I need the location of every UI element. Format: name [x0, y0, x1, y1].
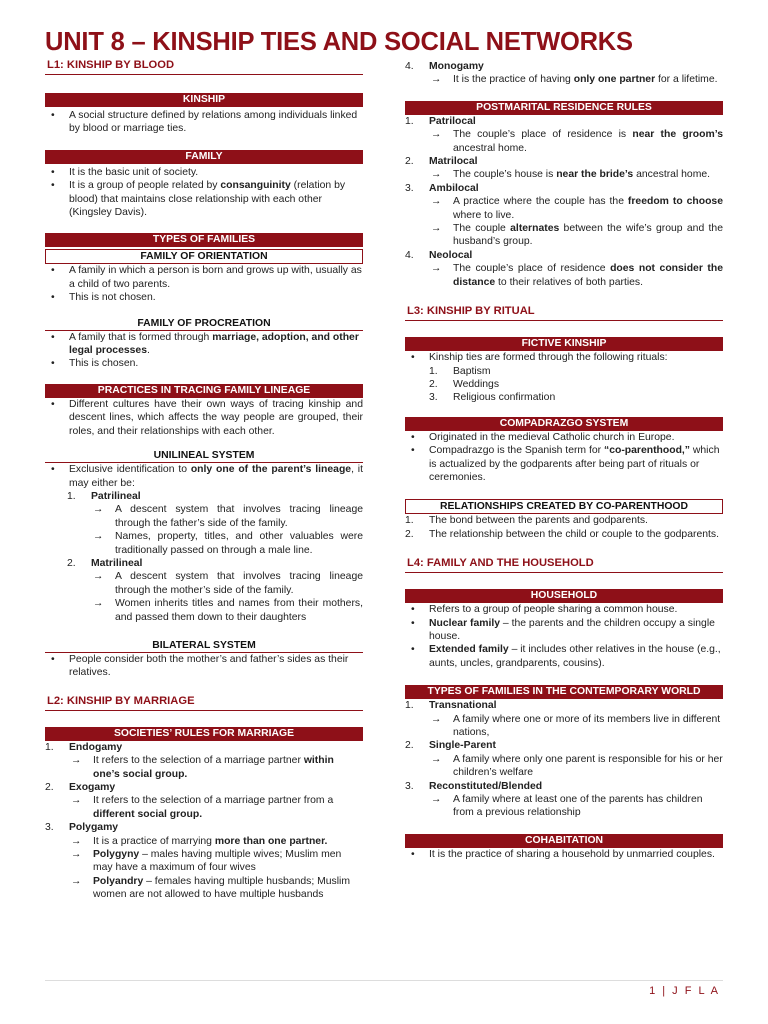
list-item: 4. Neolocal → The couple’s place of residence does not consider the distance to their relatives of both parties.	[405, 249, 723, 288]
list-item: → A family where only one parent is responsible for his or her children’s welfare	[431, 753, 723, 779]
list-item: 1. Transnational → A family where one or more of its members live in different nations,	[405, 699, 723, 739]
arrow-icon: →	[93, 531, 104, 543]
family-list	[45, 166, 363, 220]
family-bar: FAMILY	[45, 150, 363, 164]
list-item: 1. Baptism	[429, 365, 491, 377]
list-item: → Polyandry – females having multiple husbands; Muslim women are not allowed to have multiple husbands	[71, 875, 351, 901]
arrow-icon: →	[431, 753, 442, 765]
list-item: • Refers to a group of people sharing a common house.	[405, 603, 723, 616]
list-item: • People consider both the mother’s and father’s sides as their relatives.	[45, 653, 363, 680]
list-item: → The couple’s place of residence does not consider the distance to their relatives of both parties.	[431, 263, 723, 288]
list-item: 1. Patrilocal → The couple’s place of residence is near the groom’s ancestral home.	[405, 115, 723, 154]
marriage-rules-list	[45, 741, 363, 902]
cohabitation-list	[405, 848, 723, 861]
list-item: 2. Matrilineal → A descent system that involves tracing lineage through the mother’s side of the family. → Women inherits titles and names from their mothers, and passed them down to their daughters	[67, 557, 363, 623]
page-title: UNIT 8 – KINSHIP TIES AND SOCIAL NETWORKS	[45, 28, 633, 56]
family-of-orientation-heading: FAMILY OF ORIENTATION	[45, 249, 363, 264]
arrow-icon: →	[71, 849, 82, 861]
co-parenthood-heading: RELATIONSHIPS CREATED BY CO-PARENTHOOD	[405, 499, 723, 514]
list-item: 2. Single-Parent → A family where only one parent is responsible for his or her children’s welfare	[405, 740, 723, 779]
list-item: → The couple’s place of residence is near the groom’s ancestral home.	[431, 129, 723, 154]
list-item: 2. Weddings	[429, 378, 500, 390]
bilateral-list	[45, 653, 363, 680]
family-of-procreation-heading: FAMILY OF PROCREATION	[45, 317, 363, 331]
household-bar: HOUSEHOLD	[405, 589, 723, 603]
arrow-icon: →	[71, 875, 82, 887]
arrow-icon: →	[431, 196, 442, 208]
arrow-icon: →	[431, 263, 442, 275]
list-item: 2. Exogamy → It refers to the selection of a marriage partner from a different social group.	[45, 781, 363, 821]
list-item: → It is a practice of marrying more than one partner.	[71, 835, 328, 847]
postmarital-residence-bar: POSTMARITAL RESIDENCE RULES	[405, 101, 723, 115]
lesson-heading-l4: L4: FAMILY AND THE HOUSEHOLD	[405, 556, 723, 573]
cohabitation-bar: COHABITATION	[405, 834, 723, 848]
list-item: • Compadrazgo is the Spanish term for “co-parenthood,” which is actualized by the godparents after being part of rituals or ceremonies.	[405, 444, 723, 484]
list-item: → The couple alternates between the wife’s group and the husband’s group.	[431, 223, 723, 248]
page-footer: 1 | J F L A	[649, 985, 720, 997]
list-item: • A family that is formed through marriage, adoption, and other legal processes.	[45, 331, 363, 358]
unilineal-heading: UNILINEAL SYSTEM	[45, 449, 363, 463]
compadrazgo-bar: COMPADRAZGO SYSTEM	[405, 417, 723, 431]
arrow-icon: →	[93, 504, 104, 516]
practices-list	[45, 398, 363, 438]
lesson-heading-l2: L2: KINSHIP BY MARRIAGE	[45, 694, 363, 711]
patrilineal-list	[91, 503, 363, 557]
arrow-icon: →	[431, 169, 442, 181]
list-item: • Different cultures have their own ways of tracing kinship and descent lines, which affects the way people are grouped, their roles, and their relationships with each other.	[45, 398, 363, 438]
list-item: • Originated in the medieval Catholic church in Europe.	[405, 431, 723, 444]
list-item: • It is the basic unit of society.	[45, 166, 363, 179]
list-item: → It refers to the selection of a marriage partner within one’s social group.	[71, 755, 334, 780]
unilineal-list	[45, 463, 363, 624]
lesson-heading-l1: L1: KINSHIP BY BLOOD	[45, 58, 363, 75]
list-item: 3. Religious confirmation	[429, 392, 556, 404]
list-item: → A family where at least one of the parents has children from a previous relationship	[431, 794, 703, 819]
list-item: • This is chosen.	[45, 357, 363, 370]
list-item: → Women inherits titles and names from their mothers, and passed them down to their daughters	[93, 598, 363, 623]
list-item: • A family in which a person is born and grows up with, usually as a child of two parents.	[45, 264, 363, 291]
footer-divider	[45, 980, 723, 981]
list-item: → Polygyny – males having multiple wives; Muslim men may have a maximum of four wives	[71, 849, 342, 874]
lesson-heading-l3: L3: KINSHIP BY RITUAL	[405, 304, 723, 321]
list-item: • Extended family – it includes other relatives in the house (e.g., aunts, uncles, grandparents, cousins).	[405, 643, 723, 670]
arrow-icon: →	[71, 795, 82, 807]
rituals-list	[429, 365, 723, 405]
kinship-list	[45, 109, 363, 136]
types-of-families-bar: TYPES OF FAMILIES	[45, 233, 363, 247]
arrow-icon: →	[431, 713, 442, 725]
list-item: 2. The relationship between the child or couple to the godparents.	[405, 528, 719, 540]
procreation-list	[45, 331, 363, 371]
marriage-rules-bar: SOCIETIES’ RULES FOR MARRIAGE	[45, 727, 363, 741]
bilateral-heading: BILATERAL SYSTEM	[45, 639, 363, 653]
arrow-icon: →	[93, 571, 104, 583]
list-item: → A practice where the couple has the freedom to choose where to live.	[431, 196, 723, 221]
orientation-list	[45, 264, 363, 304]
fictive-list	[405, 351, 723, 405]
compadrazgo-list	[405, 431, 723, 485]
arrow-icon: →	[71, 835, 82, 847]
list-item: • A social structure defined by relations among individuals linked by blood or marriage ties.	[45, 109, 363, 136]
list-item: → The couple’s house is near the bride’s ancestral home.	[431, 169, 711, 181]
list-item: 3. Polygamy → It is a practice of marrying more than one partner. → Polygyny – males having multiple wives; Muslim men may have a maximum of four wives → Polyandry – females having multiple husbands; Muslim women are not allowed to have multiple husbands	[45, 821, 363, 901]
list-item: → A family where one or more of its members live in different nations,	[431, 713, 721, 738]
left-column	[45, 58, 363, 902]
kinship-bar: KINSHIP	[45, 93, 363, 107]
residence-list	[405, 115, 723, 289]
list-item: 4. Monogamy → It is the practice of having only one partner for a lifetime.	[405, 60, 723, 87]
list-item: 1. Patrilineal → A descent system that involves tracing lineage through the father’s side of the family. → Names, property, titles, and other valuables were traditionally passed on through a male line.	[67, 490, 363, 556]
list-item: → It is the practice of having only one partner for a lifetime.	[431, 74, 718, 86]
arrow-icon: →	[431, 74, 442, 86]
practices-lineage-bar: PRACTICES IN TRACING FAMILY LINEAGE	[45, 384, 363, 398]
list-item: • Nuclear family – the parents and the children occupy a single house.	[405, 617, 723, 644]
contemporary-families-bar: TYPES OF FAMILIES IN THE CONTEMPORARY WORLD	[405, 685, 723, 699]
matrilineal-list	[91, 570, 363, 624]
list-item: • This is not chosen.	[45, 291, 363, 304]
list-item: → A descent system that involves tracing lineage through the father’s side of the family.	[93, 504, 363, 529]
household-list	[405, 603, 723, 670]
list-item: • It is a group of people related by consanguinity (relation by blood) that maintains close relationship with each other (Kingsley Davis).	[45, 179, 363, 219]
list-item: • Exclusive identification to only one of the parent’s lineage, it may either be: 1. Patrilineal → A descent system that involves tracing lineage through the father’s side of the family. → Names, property, titles, and other valuables were traditionally passed on through a male line. 2. Matrilineal → A descent system that involves tracing lineage through the mother’s side of the family. → Women inherits titles and names from their mothers, and passed them down to their daughters	[45, 463, 363, 624]
list-item: • Kinship ties are formed through the following rituals: 1. Baptism 2. Weddings 3. Religious confirmation	[405, 351, 723, 405]
arrow-icon: →	[431, 129, 442, 141]
list-item: 1. The bond between the parents and godparents.	[405, 515, 648, 527]
list-item: → Names, property, titles, and other valuables were traditionally passed on through a male line.	[93, 531, 363, 556]
contemporary-list	[405, 699, 723, 820]
co-parenthood-list	[405, 514, 723, 541]
list-item: 1. Endogamy → It refers to the selection of a marriage partner within one’s social group.	[45, 741, 363, 781]
arrow-icon: →	[431, 223, 442, 235]
monogamy-list	[405, 60, 723, 87]
list-item: 3. Reconstituted/Blended → A family where at least one of the parents has children from a previous relationship	[405, 780, 723, 820]
list-item: • It is the practice of sharing a household by unmarried couples.	[405, 848, 723, 861]
fictive-kinship-bar: FICTIVE KINSHIP	[405, 337, 723, 351]
list-item: 2. Matrilocal → The couple’s house is near the bride’s ancestral home.	[405, 155, 723, 182]
arrow-icon: →	[71, 755, 82, 767]
arrow-icon: →	[431, 794, 442, 806]
list-item: 3. Ambilocal → A practice where the couple has the freedom to choose where to live. → The couple alternates between the wife’s group and the husband’s group.	[405, 182, 723, 248]
right-column	[405, 60, 723, 861]
unilineal-types	[67, 490, 363, 624]
list-item: → A descent system that involves tracing lineage through the mother’s side of the family.	[93, 571, 363, 596]
arrow-icon: →	[93, 598, 104, 610]
list-item: → It refers to the selection of a marriage partner from a different social group.	[71, 795, 334, 820]
